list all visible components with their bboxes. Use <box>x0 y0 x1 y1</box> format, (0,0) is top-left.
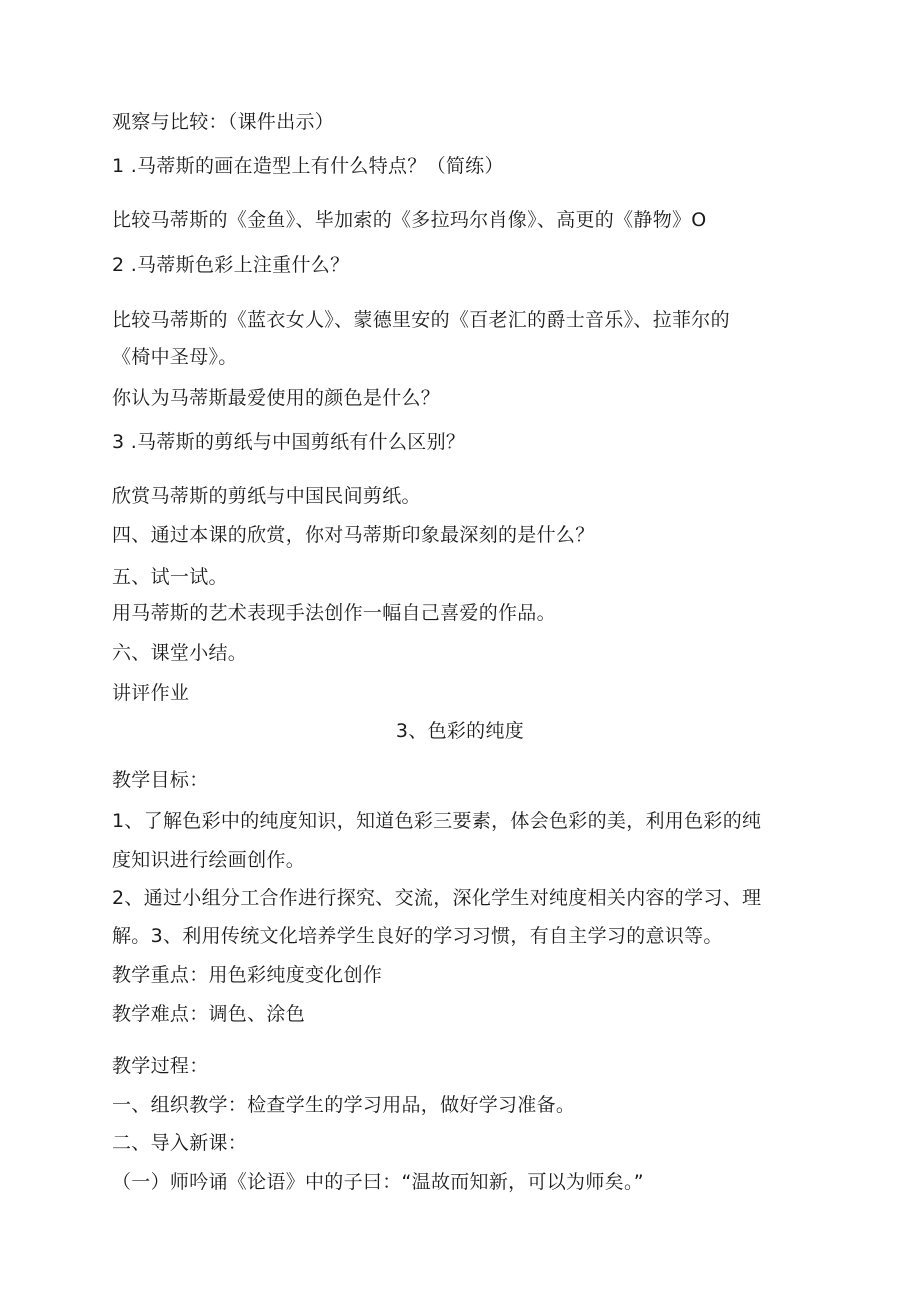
text-line: 教学过程： <box>112 1055 209 1077</box>
text-line: 一、组织教学：检查学生的学习用品，做好学习准备。 <box>112 1094 576 1116</box>
section-heading: 3、色彩的纯度 <box>395 720 525 742</box>
text-line: 五、试一试。 <box>112 566 228 588</box>
text-line: 3 .马蒂斯的剪纸与中国剪纸有什么区别？ <box>112 431 466 453</box>
text-line: 你认为马蒂斯最爱使用的颜色是什么？ <box>112 387 441 409</box>
text-line: 1、了解色彩中的纯度知识，知道色彩三要素，体会色彩的美，利用色彩的纯 <box>112 810 762 832</box>
text-line: 2、通过小组分工合作进行探究、交流，深化学生对纯度相关内容的学习、理 <box>112 887 762 909</box>
text-line: 六、课堂小结。 <box>112 642 248 664</box>
text-line: 二、导入新课： <box>112 1132 248 1154</box>
text-line: （一）师吟诵《论语》中的子曰：“温故而知新，可以为师矣。” <box>112 1171 644 1193</box>
text-line: 教学难点：调色、涂色 <box>112 1003 306 1025</box>
text-line: 教学重点：用色彩纯度变化创作 <box>112 964 383 986</box>
text-line: 用马蒂斯的艺术表现手法创作一幅自己喜爱的作品。 <box>112 602 556 624</box>
text-line: 1 .马蒂斯的画在造型上有什么特点？（简练） <box>112 155 504 177</box>
text-line: 观察与比较：（课件出示） <box>112 111 335 133</box>
text-line: 比较马蒂斯的《蓝衣女人》、蒙德里安的《百老汇的爵士音乐》、拉菲尔的 <box>112 309 730 331</box>
text-line: 教学目标： <box>112 769 209 791</box>
text-line: 2 .马蒂斯色彩上注重什么？ <box>112 254 350 276</box>
text-line: 比较马蒂斯的《金鱼》、毕加索的《多拉玛尔肖像》、高更的《静物》O <box>112 209 707 231</box>
text-line: 《椅中圣母》。 <box>112 346 238 368</box>
text-line: 讲评作业 <box>112 682 190 704</box>
text-line: 四、通过本课的欣赏，你对马蒂斯印象最深刻的是什么？ <box>112 524 595 546</box>
text-line: 度知识进行绘画创作。 <box>112 849 306 871</box>
text-line: 解。3、利用传统文化培养学生良好的学习习惯，有自主学习的意识等。 <box>112 925 723 947</box>
text-line: 欣赏马蒂斯的剪纸与中国民间剪纸。 <box>112 485 421 507</box>
